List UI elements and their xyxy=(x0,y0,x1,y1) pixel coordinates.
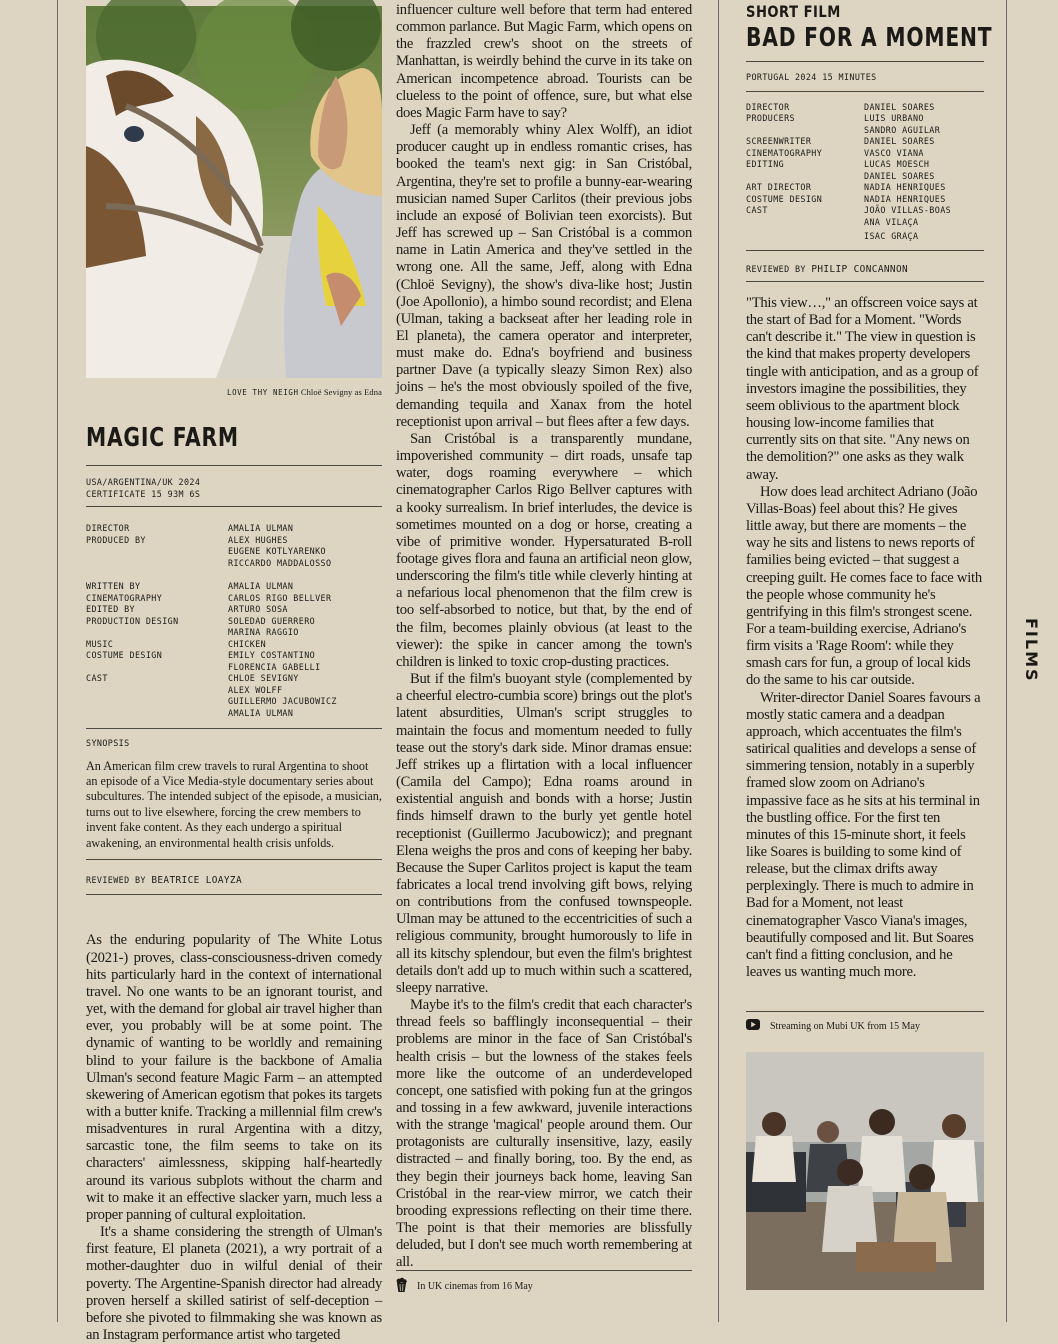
credit-value: ISAC GRAÇA xyxy=(864,231,919,241)
release-note xyxy=(746,1019,920,1033)
office-photo xyxy=(746,1052,984,1290)
credit-label: PRODUCERS xyxy=(746,113,795,123)
review-paragraph: But if the film's buoyant style (complemented by a cheerful electro-cumbia score) brings out the plot's latent absurdities, Ulman's script struggles to maintain the focus and momentum needed to fully tease out the story's dark side. Minor dramas ensue: Jeff strikes up a flirtation with a local influencer (Camila del Campo); Edna roams around in existential anguish and bonds with a horse; Justin finds himself drawn to the burly yet gentle hotel receptionist (Guillermo Jacubowicz); and pregnant Elena weighs the pros and cons of keeping her baby. Because the Super Carlitos project is kaput the team fabricates a local trend involving gift bows, relying on contributions from the confused townspeople. Ulman may be attuned to the eccentricities of such a religious community, brought humorously to life in all its kitschy splendour, but even the film's brightest details don't add up to much within such a scattered, sleepy narrative. xyxy=(396,671,692,996)
film-meta xyxy=(86,477,382,500)
reviewed-by-label: REVIEWED BY xyxy=(746,263,806,274)
synopsis-label: SYNOPSIS xyxy=(86,738,130,748)
credit-value: NADIA HENRIQUES xyxy=(864,193,946,204)
credit-label: CAST xyxy=(86,673,108,683)
reviewer-line xyxy=(746,264,984,276)
credit-value: SANDRO AGUILAR xyxy=(864,124,941,135)
review-paragraph: Writer-director Daniel Soares favours a mostly static camera and a deadpan approach, which accentuates the film's satirical qualities and develops a sense of simmering tension, notably in a superbly framed slow zoom on Adriano's impassive face as he sits at his terminal in the bustling office. For the first ten minutes of this 15-minute short, it feels like Soares is building to some kind of release, but the climax drifts away perplexingly. There is much to admire in Bad for a Moment, not least cinematographer Vasco Viana's images, beautifully composed and lit. But Soares can't find a fitting conclusion, and he leaves us wanting much more. xyxy=(746,689,981,981)
play-icon xyxy=(746,1019,760,1033)
release-rule xyxy=(396,1270,692,1271)
credit-value: ALEX WOLFF xyxy=(228,684,283,695)
credit-value: FLORENCIA GABELLI xyxy=(228,661,321,672)
credit-label: CAST xyxy=(746,205,768,215)
review-column-1 xyxy=(86,932,382,1344)
meta-rule xyxy=(746,91,984,92)
magic-farm-review-continued xyxy=(396,2,692,1292)
reviewer-rule xyxy=(86,894,382,895)
review-paragraph: Maybe it's to the film's credit that each character's thread feels so bafflingly inconsequential – their problems are minor in the face of San Cristóbal's health crisis – but the lowness of the stakes feels more like the outcome of an underdeveloped concept, one satisfied with poking fun at the gringos and tossing in a few awkward, juvenile interactions with the strange 'magical' people around them. Our protagonists are culturally insensitive, lazy, easily distracted – and finally boring, too. By the end, as they begin their journeys back home, leaving San Cristóbal in the rear-view mirror, we catch their brooding expressions reflecting on their time there. The point is that their memories are blissfully deluded, but I don't see much worth remembering at all. xyxy=(396,997,692,1271)
film-title: MAGIC FARM xyxy=(86,423,239,453)
photo-caption xyxy=(86,387,382,397)
film-meta-line1: USA/ARGENTINA/UK 2024 xyxy=(86,477,201,487)
credit-value: ARTURO SOSA xyxy=(228,604,288,614)
credit-label: DIRECTOR xyxy=(86,523,130,533)
release-note-text: Streaming on Mubi UK from 15 May xyxy=(770,1020,920,1032)
title-rule xyxy=(746,61,984,62)
release-note xyxy=(396,1278,533,1295)
review-column-2 xyxy=(396,2,692,1272)
credit-value: EMILY COSTANTINO xyxy=(228,650,316,660)
review-paragraph: How does lead architect Adriano (João Villas-Boas) feel about this? He gives little away, but there are moments – the way he sits and listens to news reports of families being evicted – that suggest a creeping guilt. He comes face to face with the people whose community he's gentrifying in this film's strongest scene. For a team-building exercise, Adriano's firm visits a 'Rage Room': while they smash cars for fun, a group of local kids do the same to his car outside. xyxy=(746,483,982,689)
column-rule-left xyxy=(57,0,58,1322)
photo-caption-text: Chloë Sevigny as Edna xyxy=(300,387,382,397)
film-meta: PORTUGAL 2024 15 MINUTES xyxy=(746,72,877,82)
credit-value: ANA VILAÇA xyxy=(864,216,919,227)
short-film-kicker: SHORT FILM xyxy=(746,2,841,21)
bad-for-a-moment xyxy=(746,0,993,1032)
credit-value: NADIA HENRIQUES xyxy=(864,182,946,192)
credit-label: CINEMATOGRAPHY xyxy=(746,147,823,158)
horse-photo xyxy=(86,6,382,378)
credit-label: MUSIC xyxy=(86,638,114,649)
credit-label: COSTUME DESIGN xyxy=(86,650,163,660)
credits-rule xyxy=(746,250,984,251)
photo-caption-kicker: LOVE THY NEIGH xyxy=(226,388,299,397)
film-meta-line2: CERTIFICATE 15 93M 6S xyxy=(86,488,201,499)
credit-value: VASCO VIANA xyxy=(864,147,924,158)
credit-label: EDITING xyxy=(746,159,785,169)
review-paragraph: As the enduring popularity of The White Lotus (2021-) proves, class-consciousness-driven comedy hits particularly hard in the context of international travel. No one wants to be an ignorant tourist, and yet, with the demand for global air travel higher than ever, you probably will be at some point. The dynamic of wanting to be worldly and remaining blind to your failure is the backbone of Amalia Ulman's second feature Magic Farm – an attempted skewering of American egotism that pokes its targets with a butter knife. Tracking a millennial film crew's misadventures in rural Argentina with a ditzy, sarcastic tone, the film seems to take on its characters' aimlessness, skipping half-heartedly around its various subplots without the charm and wit to make it an effective slacker yarn, much less a proper panning of cultural exploitation. xyxy=(86,932,382,1223)
review-paragraph: influencer culture well before that term had entered common parlance. But Magic Farm, which opens on the frazzled crew's shoot on the streets of Manhattan, is weirdly behind the curve in its take on American incompetence abroad. Tourists can be clueless to the point of offence, sure, but what else does Magic Farm have to say? xyxy=(396,2,692,121)
credit-label: PRODUCTION DESIGN xyxy=(86,615,179,626)
reviewed-by-label: REVIEWED BY xyxy=(86,874,146,885)
popcorn-icon xyxy=(396,1278,407,1295)
film-title: BAD FOR A MOMENT xyxy=(746,23,993,53)
credit-value: CHLOE SEVIGNY xyxy=(228,673,299,683)
horse-photo-image xyxy=(86,6,382,378)
credits-rule xyxy=(86,728,382,729)
credit-value: CHICKEN xyxy=(228,638,267,649)
release-note-text: In UK cinemas from 16 May xyxy=(417,1281,533,1292)
credit-value: CARLOS RIGO BELLVER xyxy=(228,592,332,603)
reviewer-rule xyxy=(746,281,984,282)
credit-value: GUILLERMO JACUBOWICZ xyxy=(228,696,337,706)
credit-value: LUIS URBANO xyxy=(864,113,924,123)
reviewer-line xyxy=(86,875,382,887)
reviewer-name: PHILIP CONCANNON xyxy=(811,263,909,275)
section-tab: FILMS xyxy=(1022,618,1041,683)
review-paragraph: It's a shame considering the strength of Ulman's first feature, El planeta (2021), a wry portrait of a mother-daughter duo in wilful denial of their poverty. The Argentine-Spanish director had already proven herself a skilled satirist of self-deception – before she pivoted to filmmaking she was known as an Instagram performance artist who targeted xyxy=(86,1224,382,1344)
reviewer-name: BEATRICE LOAYZA xyxy=(151,874,242,886)
magic-farm-sidebar xyxy=(86,0,382,1344)
credit-label: COSTUME DESIGN xyxy=(746,193,823,204)
credit-label: WRITTEN BY xyxy=(86,581,141,591)
credit-label: PRODUCED BY xyxy=(86,534,146,545)
credit-value: LUCAS MOESCH xyxy=(864,159,930,169)
review-paragraph: San Cristóbal is a transparently mundane, impoverished community – dirt roads, unsafe tap water, dogs roaming everywhere – which cinematographer Carlos Rigo Bellver captures with a kooky surrealism. In brief interludes, the device is sometimes mounted on a dog or horse, creating a vibe of primitive wonder. Hypersaturated B-roll footage gives flora and fauna an artificial neon glow, underscoring the film's title while cleverly hinting at a nefarious local phenomenon that the film crew is too self-absorbed to notice, but that, by the end of the film, becomes plainly obvious (at least to the viewer): the spike in cancer among the town's children is linked to toxic crop-dusting practices. xyxy=(396,430,692,670)
credit-value: SOLEDAD GUERRERO xyxy=(228,615,316,626)
credits-list xyxy=(86,523,382,719)
credit-value: ALEX HUGHES xyxy=(228,534,288,545)
credit-value: EUGENE KOTLYARENKO xyxy=(228,546,326,556)
credit-value: AMALIA ULMAN xyxy=(228,707,294,718)
column-rule-middle xyxy=(718,0,719,1322)
meta-rule xyxy=(86,506,382,507)
column-rule-right xyxy=(1006,0,1007,1322)
review-paragraph: "This view…," an offscreen voice says at the start of Bad for a Moment. "Words can't describe it." The view in question is the kind that makes property developers tingle with anticipation, and as a group of investors imagine the possibilities, they seem oblivious to the apartment block housing low-income families that currently sits on that site. "Any news on the demolition?" one asks as they walk away. xyxy=(746,295,979,483)
credit-value: AMALIA ULMAN xyxy=(228,581,294,591)
credit-label: DIRECTOR xyxy=(746,101,790,112)
credit-value: DANIEL SOARES xyxy=(864,136,935,146)
credit-label: CINEMATOGRAPHY xyxy=(86,592,163,603)
credit-value: JOÃO VILLAS-BOAS xyxy=(864,205,952,215)
credit-label: SCREENWRITER xyxy=(746,136,812,146)
office-photo-image xyxy=(746,1052,984,1290)
short-film-review xyxy=(746,295,984,981)
title-rule xyxy=(86,465,382,466)
credit-value: DANIEL SOARES xyxy=(864,170,935,181)
credit-value: DANIEL SOARES xyxy=(864,101,935,112)
credit-value: AMALIA ULMAN xyxy=(228,523,294,533)
synopsis-rule xyxy=(86,859,382,860)
credit-value: MARINA RAGGIO xyxy=(228,627,299,637)
credit-value: RICCARDO MADDALOSSO xyxy=(228,557,332,568)
synopsis-text: An American film crew travels to rural Argentina to shoot an episode of a Vice Media-style documentary series about subcultures. The intended subject of the episode, a musician, turns out to live elsewhere, forcing the crew members to invent fake content. As they each undergo a spiritual awakening, an environmental health crisis unfolds. xyxy=(86,758,382,850)
release-rule xyxy=(746,1011,984,1012)
review-paragraph: Jeff (a memorably whiny Alex Wolff), an idiot producer caught up in endless romantic crises, has booked the team's next gig: in San Cristóbal, Argentina, they're set to profile a bunny-ear-wearing musician named Super Carlitos (their previous jobs include an exposé of Bolivian teen exorcists). But Jeff has screwed up – San Cristóbal is a common name in Latin America and they've settled in the wrong one. All the same, Jeff, along with Edna (Chloë Sevigny), the show's diva-like host; Justin (Joe Apollonio), a himbo sound recordist; and Elena (Ulman, taking a backseat after her leading role in El planeta), the camera operator and interpreter, must make do. Edna's boyfriend and business partner Dave (a typically sleazy Simon Rex) also joins – he's the most obviously spoiled of the five, demanding tequila and Xanax from the hotel receptionist upon arrival – but flees after a few days. xyxy=(396,122,692,430)
credit-label: EDITED BY xyxy=(86,604,135,614)
credits-list xyxy=(746,102,984,243)
credit-label: ART DIRECTOR xyxy=(746,182,812,192)
